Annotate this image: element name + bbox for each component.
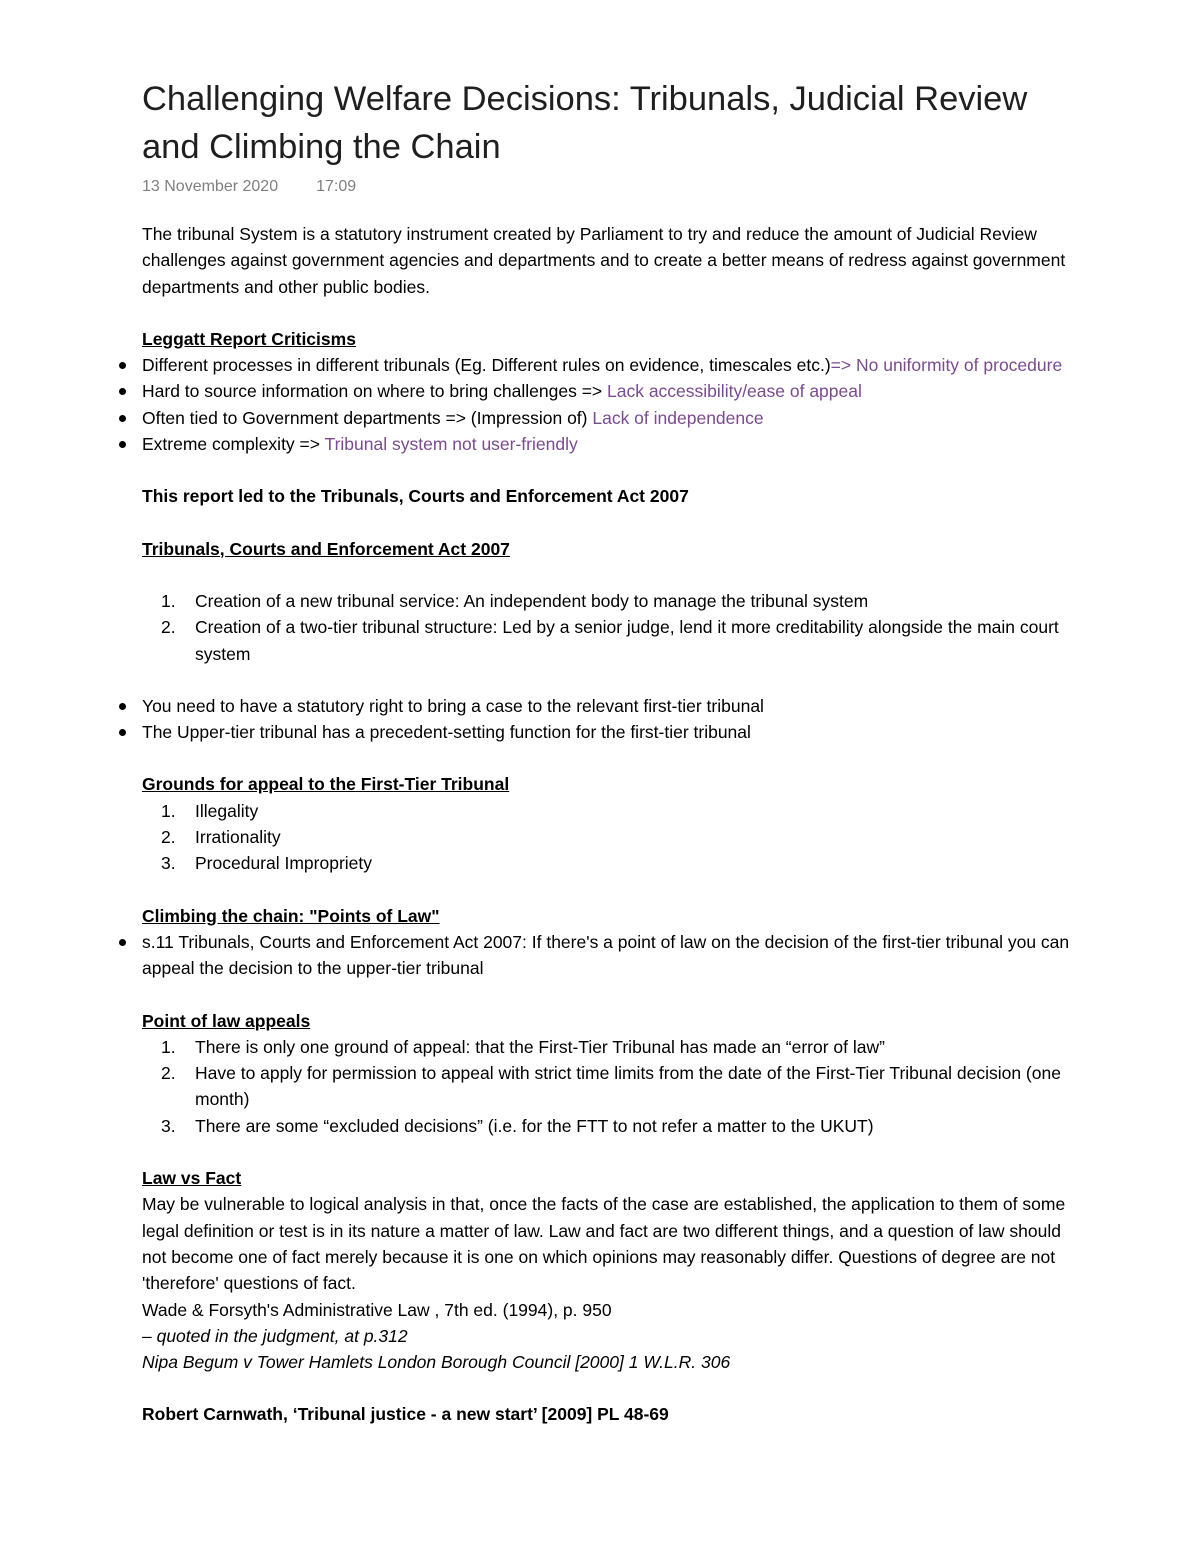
law-fact-quoted: – quoted in the judgment, at p.312 xyxy=(142,1325,408,1346)
leggatt-heading: Leggatt Report Criticisms xyxy=(142,328,356,349)
law-fact-body: May be vulnerable to logical analysis in that, once the facts of the case are established, the application to them of some legal definition or test is in its nature a matter of law. Law and fact are two different things, and a question of law should not become one of fact merely because it is one on which opinions may reasonably differ. Questions of degree are not 'therefore' questions of fact. xyxy=(142,1194,1066,1294)
note-time: 17:09 xyxy=(316,178,357,195)
tcea-bullet-list xyxy=(142,693,1072,746)
list-item: You need to have a statutory right to bring a case to the relevant first-tier tribunal xyxy=(142,693,1072,719)
tcea-numbered-list xyxy=(142,588,1072,667)
list-item: Often tied to Government departments => (Impression of) Lack of independence xyxy=(142,405,1072,431)
list-item: 2. Irrationality xyxy=(161,827,281,848)
list-item: Different processes in different tribunals (Eg. Different rules on evidence, timescales etc.)=> No uniformity of procedure xyxy=(142,352,1072,378)
list-item: 1. There is only one ground of appeal: that the First-Tier Tribunal has made an “error of law” xyxy=(161,1036,885,1057)
note-date: 13 November 2020 xyxy=(142,178,279,195)
list-item: 1. Illegality xyxy=(161,800,259,821)
law-fact-heading: Law vs Fact xyxy=(142,1168,242,1189)
climbing-heading: Climbing the chain: "Points of Law" xyxy=(142,905,440,926)
list-item: 3. Procedural Impropriety xyxy=(161,853,373,874)
leggatt-list xyxy=(142,352,1072,457)
law-fact-case: Nipa Begum v Tower Hamlets London Borough Council [2000] 1 W.L.R. 306 xyxy=(142,1352,731,1373)
led-to-statement: This report led to the Tribunals, Courts and Enforcement Act 2007 xyxy=(142,486,689,507)
list-item: Extreme complexity => Tribunal system not user-friendly xyxy=(142,431,1072,457)
footer-reference: Robert Carnwath, ‘Tribunal justice - a new start’ [2009] PL 48-69 xyxy=(142,1404,669,1425)
pol-list xyxy=(142,1034,1072,1139)
list-item: 1. Creation of a new tribunal service: An independent body to manage the tribunal system xyxy=(161,590,869,611)
list-item: s.11 Tribunals, Courts and Enforcement Act 2007: If there's a point of law on the decision of the first-tier tribunal you can appeal the decision to the upper-tier tribunal xyxy=(142,929,1072,982)
page-title: Challenging Welfare Decisions: Tribunals, Judicial Review and Climbing the Chain xyxy=(142,80,1028,166)
list-item: 2. Creation of a two-tier tribunal structure: Led by a senior judge, lend it more creditability alongside the main court system xyxy=(161,617,1059,664)
grounds-heading: Grounds for appeal to the First-Tier Tribunal xyxy=(142,774,510,795)
note-timestamp xyxy=(142,175,1072,199)
climbing-list xyxy=(142,929,1072,982)
law-fact-source: Wade & Forsyth's Administrative Law , 7th ed. (1994), p. 950 xyxy=(142,1299,612,1320)
note-content xyxy=(142,75,1072,1428)
tcea-heading: Tribunals, Courts and Enforcement Act 2007 xyxy=(142,538,510,559)
grounds-list xyxy=(142,798,1072,877)
intro-paragraph: The tribunal System is a statutory instrument created by Parliament to try and reduce the amount of Judicial Review challenges against government agencies and departments and to create a better means of redress against government departments and other public bodies. xyxy=(142,224,1066,297)
list-item: Hard to source information on where to bring challenges => Lack accessibility/ease of appeal xyxy=(142,378,1072,404)
list-item: 2. Have to apply for permission to appeal with strict time limits from the date of the First-Tier Tribunal decision (one month) xyxy=(161,1063,1061,1110)
list-item: 3. There are some “excluded decisions” (i.e. for the FTT to not refer a matter to the UKUT) xyxy=(161,1115,874,1136)
list-item: The Upper-tier tribunal has a precedent-setting function for the first-tier tribunal xyxy=(142,719,1072,745)
pol-heading: Point of law appeals xyxy=(142,1010,311,1031)
